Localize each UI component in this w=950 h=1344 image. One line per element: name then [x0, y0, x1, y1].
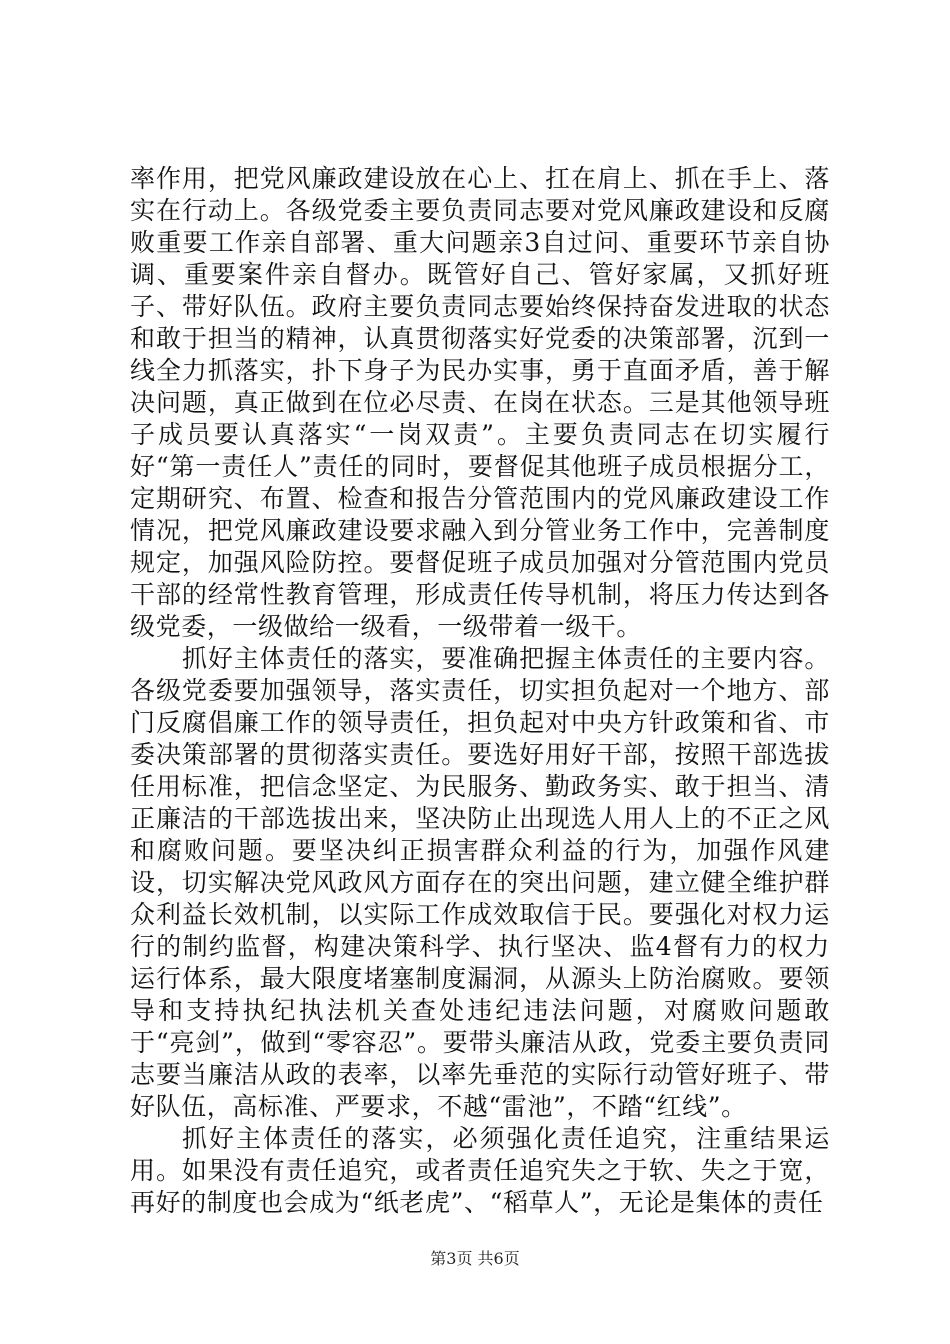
paragraph-1: 率作用，把党风廉政建设放在心上、扛在肩上、抓在手上、落实在行动上。各级党委主要负责同志要对党风廉政建设和反腐败重要工作亲自部署、重大问题亲3自过问、重要环节亲自协调、重要案件亲自督办。既管好自己、管好家属，又抓好班子、带好队伍。政府主要负责同志要始终保持奋发进取的状态和敢于担当的精神，认真贯彻落实好党委的决策部署，沉到一线全力抓落实，扑下身子为民办实事，勇于直面矛盾，善于解决问题，真正做到在位必尽责、在岗在状态。三是其他领导班子成员要认真落实“一岗双责”。主要负责同志在切实履行好“第一责任人”责任的同时，要督促其他班子成员根据分工，定期研究、布置、检查和报告分管范围内的党风廉政建设工作情况，把党风廉政建设要求融入到分管业务工作中，完善制度规定，加强风险防控。要督促班子成员加强对分管范围内党员干部的经常性教育管理，形成责任传导机制，将压力传达到各级党委，一级做给一级看，一级带着一级干。	[130, 164, 830, 641]
paragraph-3: 抓好主体责任的落实，必须强化责任追究，注重结果运用。如果没有责任追究，或者责任追究失之于软、失之于宽，再好的制度也会成为“纸老虎”、“稻草人”，无论是集体的责任	[130, 1124, 830, 1217]
document-body	[130, 163, 830, 1219]
paragraph-2: 抓好主体责任的落实，要准确把握主体责任的主要内容。各级党委要加强领导，落实责任，切实担负起对一个地方、部门反腐倡廉工作的领导责任，担负起对中央方针政策和省、市委决策部署的贯彻落实责任。要选好用好干部，按照干部选拔任用标准，把信念坚定、为民服务、勤政务实、敢于担当、清正廉洁的干部选拔出来，坚决防止出现选人用人上的不正之风和腐败问题。要坚决纠正损害群众利益的行为，加强作风建设，切实解决党风政风方面存在的突出问题，建立健全维护群众利益长效机制，以实际工作成效取信于民。要强化对权力运行的制约监督，构建决策科学、执行坚决、监4督有力的权力运行体系，最大限度堵塞制度漏洞，从源头上防治腐败。要领导和支持执纪执法机关查处违纪违法问题，对腐败问题敢于“亮剑”，做到“零容忍”。要带头廉洁从政，党委主要负责同志要当廉洁从政的表率，以率先垂范的实际行动管好班子、带好队伍，高标准、严要求，不越“雷池”，不踏“红线”。	[130, 644, 830, 1121]
page-footer: 第3页 共6页	[430, 1249, 520, 1268]
